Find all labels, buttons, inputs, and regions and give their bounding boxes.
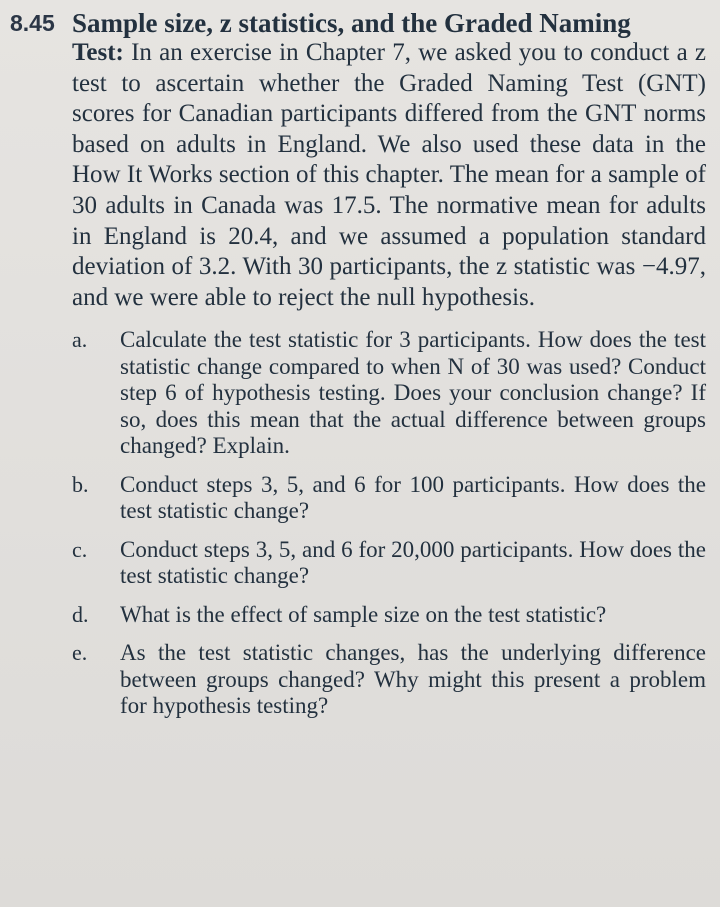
problem-8-45 (10, 8, 706, 732)
part-b (72, 472, 706, 525)
problem-intro-text: In an exercise in Chapter 7, we asked you to conduct a z test to ascertain whether the Graded Naming Test (GNT) scores for Canadian participants differed from the GNT norms based on adults in England. We also used these data in the How It Works section of this chapter. The mean for a sample of 30 adults in Canada was 17.5. The normative mean for adults in England is 20.4, and we assumed a population standard deviation of 3.2. With 30 participants, the z statistic was −4.97, and we were able to reject the null hypothesis. (72, 39, 706, 311)
part-c (72, 537, 706, 590)
part-label: e. (72, 640, 88, 666)
problem-number: 8.45 (10, 10, 55, 36)
problem-intro (72, 38, 706, 313)
part-text: As the test statistic changes, has the underlying difference between groups changed? Why might this present a problem for hypothesis testing? (120, 640, 706, 719)
part-d (72, 602, 706, 629)
problem-parts (72, 327, 706, 720)
part-label: d. (72, 601, 89, 627)
part-text: What is the effect of sample size on the test statistic? (120, 601, 607, 627)
problem-lead: Test: (72, 39, 124, 66)
part-label: a. (72, 327, 88, 353)
part-a (72, 327, 706, 460)
part-label: b. (72, 471, 89, 497)
part-text: Calculate the test statistic for 3 participants. How does the test statistic change compared to when N of 30 was used? Conduct step 6 of hypothesis testing. Does your conclusion change? If so, does this mean that the actual difference between groups changed? Explain. (120, 327, 706, 459)
problem-title: Sample size, z statistics, and the Graded Naming (72, 8, 631, 38)
part-e (72, 640, 706, 720)
part-text: Conduct steps 3, 5, and 6 for 20,000 participants. How does the test statistic change? (120, 536, 706, 589)
part-label: c. (72, 536, 88, 562)
part-text: Conduct steps 3, 5, and 6 for 100 participants. How does the test statistic change? (120, 471, 706, 524)
problem-body (72, 8, 706, 732)
